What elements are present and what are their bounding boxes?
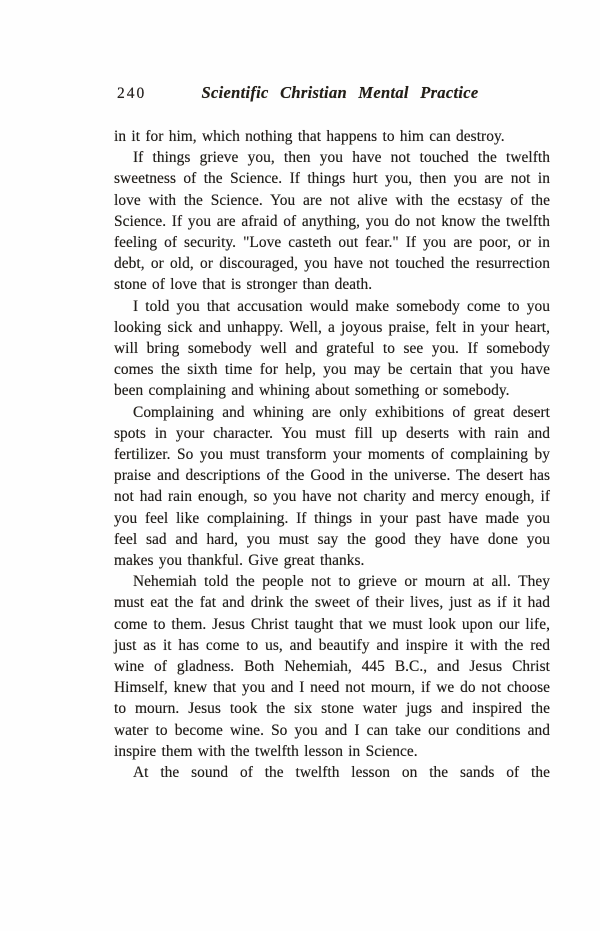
body-text-column <box>114 126 550 783</box>
page-header <box>114 83 550 107</box>
paragraph: If things grieve you, then you have not touched the twelfth sweetness of the Science. If things hurt you, then you are not in love with the Science. You are not alive with the ecstasy of the Science. If you are afraid of anything, you do not know the twelfth feeling of security. "Love casteth out fear." If you are poor, or in debt, or old, or discouraged, you have not touched the resurrection stone of love that is stronger than death. <box>114 149 550 294</box>
page-number: 240 <box>117 85 147 102</box>
paragraph: I told you that accusation would make somebody come to you looking sick and unhappy. Well, a joyous praise, felt in your heart, will bring somebody well and grateful to see you. If somebody comes the sixth time for help, you may be certain that you have been complaining and whining about something or somebody. <box>114 297 550 400</box>
paragraph-runover: At the sound of the twelfth lesson on the sands of the <box>133 764 550 782</box>
paragraph-continuation: in it for him, which nothing that happens to him can destroy. <box>114 128 505 145</box>
paragraph: Complaining and whining are only exhibitions of great desert spots in your character. You must fill up deserts with rain and fertilizer. So you must transform your moments of complaining by praise and descriptions of the Good in the universe. The desert has not had rain enough, so you have not charity and mercy enough, if you feel like complaining. If things in your past have made you feel sad and hard, you must say the good they have done you makes you thankful. Give great thanks. <box>114 403 550 570</box>
running-title: Scientific Christian Mental Practice <box>201 83 479 102</box>
paragraph: Nehemiah told the people not to grieve or mourn at all. They must eat the fat and drink the sweet of their lives, just as if it had come to them. Jesus Christ taught that we must look upon our life, just as it has come to us, and beautify and inspire it with the red wine of gladness. Both Nehemiah, 445 B.C., and Jesus Christ Himself, knew that you and I need not mourn, if we do not choose to mourn. Jesus took the six stone water jugs and inspired the water to become wine. So you and I can take our conditions and inspire them with the twelfth lesson in Science. <box>114 573 550 760</box>
